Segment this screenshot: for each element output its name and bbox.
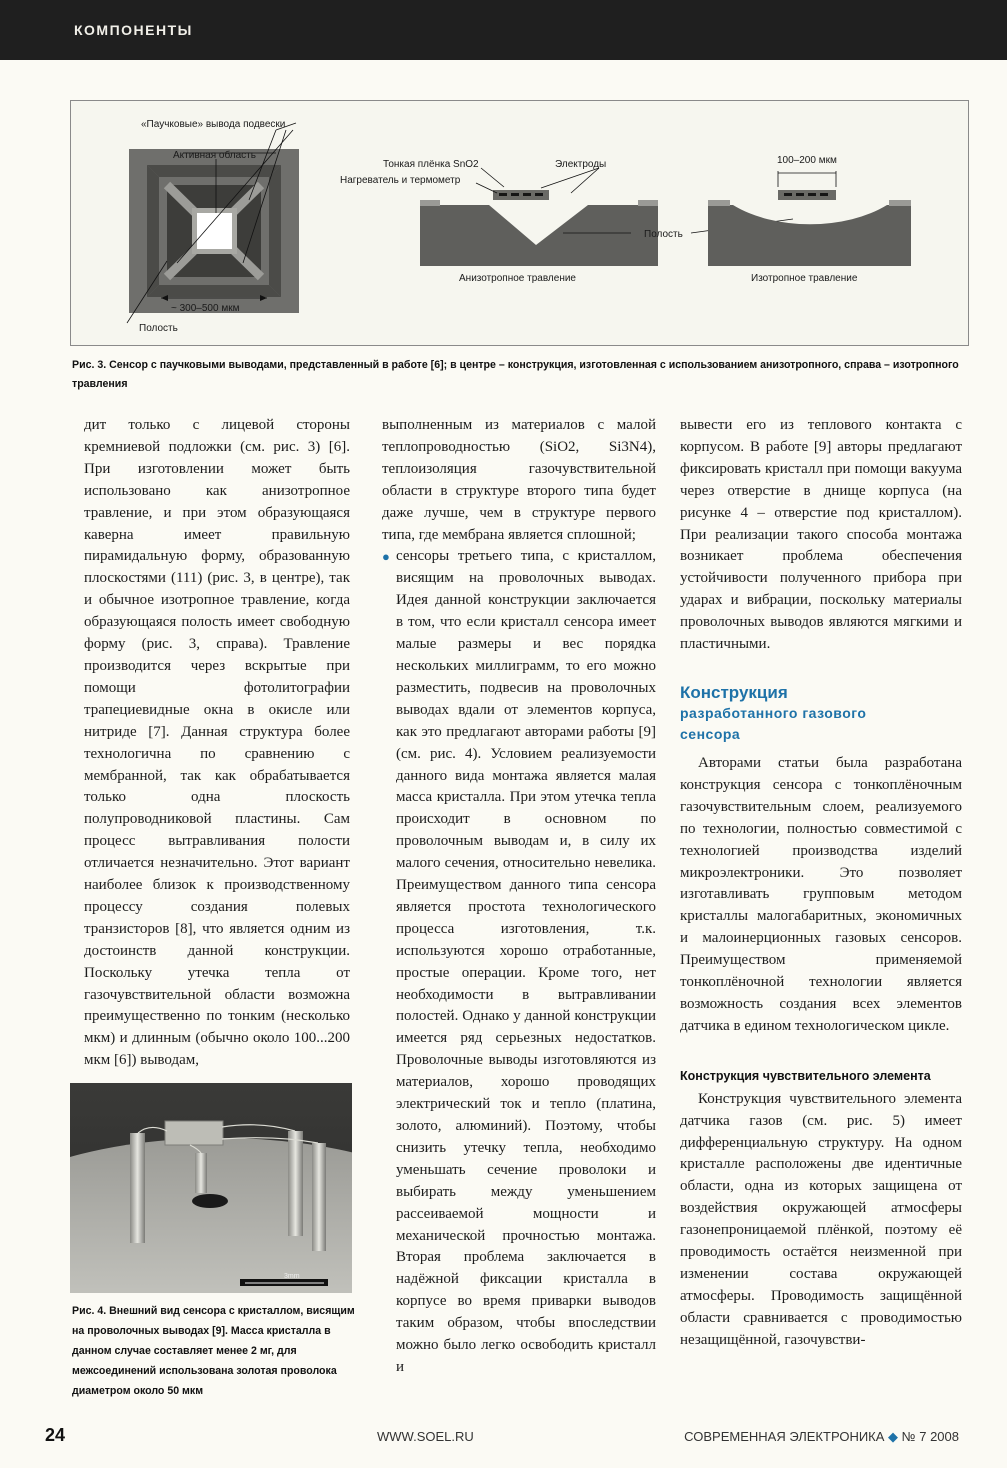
section-heading <box>680 682 962 745</box>
label-thin-film: Тонкая плёнка SnO2 <box>383 159 479 170</box>
column-2 <box>382 415 656 1379</box>
subheading: Конструкция чувствительного элемента <box>680 1068 931 1083</box>
label-spider-leads: «Паучковые» вывода подвески <box>141 119 286 130</box>
scale-label: 3mm <box>284 1273 300 1280</box>
label-isotropic: Изотропное травление <box>751 273 858 284</box>
subsection-text: Конструкция чувствительного элемента датчика газов (см. рис. 5) имеет дифференциальную структуру. На одном кристалле расположены две идентичные области, одна из которых защищена от воздействия окружающей атмосферы газонепроницаемой плёнкой, поэтому её проводимость остаётся неизменной при изменении состава окружающей атмосферы. Проводимость защищённой области сравнивается с проводимостью незащищённой, газочувстви- <box>680 1090 962 1348</box>
label-size: ~ 300–500 мкм <box>171 303 240 314</box>
label-active-area: Активная область <box>173 150 256 161</box>
figure-3 <box>70 100 969 346</box>
sensor-header-disc <box>70 1138 352 1293</box>
pin-3 <box>195 1153 207 1193</box>
figure-3-caption: Рис. 3. Сенсор с паучковыми выводами, представленный в работе [6]; в центре – конструкция, изготовленная с использованием анизотропного, справа – изотропного травления <box>72 359 959 390</box>
anisotropic-substrate <box>420 205 658 266</box>
figure-4-sensor-image <box>70 1083 352 1293</box>
active-area <box>197 213 232 249</box>
diamond-icon: ◆ <box>888 1429 899 1444</box>
vacuum-hole <box>192 1194 228 1208</box>
bullet-item-third-type <box>382 546 656 1378</box>
figure-4-photo <box>70 1083 352 1293</box>
figure-3-diagram <box>71 101 968 345</box>
column-1-text: дит только с лицевой стороны кремниевой подложки (см. рис. 3) [6]. При изготовлении может быть использовано как анизотропное травление, и при этом образующаяся каверна имеет правильную пирамидальную форму, образованную плоскостями (111) (рис. 3, в центре), так и обычное изотропное травление, когда образующаяся полость имеет свободную форму (рис. 3, справа). Травление производится через вскрытые при помощи фотолитографии трапециевидные окна в окисле или нитриде [7]. Данная структура более технологична по сравнению с мембранной, так как обрабатывается только одна плоскость полупроводниковой пластины. Сам процесс вытравливания полости отличается незначительно. Этот вариант наиболее близок к производственному процессу создания полевых транзисторов [8], что является одним из достоинств данной конструкции. Поскольку утечка тепла от газочувствительной области возможна преимущественно по тонким (несколько мкм) и длинным (обычно около 100...200 мкм [6]) выводам, <box>84 417 350 1069</box>
label-size-right: 100–200 мкм <box>777 155 837 166</box>
page-number: 24 <box>45 1425 66 1445</box>
page-footer <box>0 1422 1007 1452</box>
bullet-icon: ● <box>382 549 390 565</box>
pin-1 <box>130 1133 145 1243</box>
column-3 <box>680 415 962 1352</box>
isotropic-substrate <box>708 205 911 266</box>
bullet-text: сенсоры третьего типа, с кристаллом, висящим на проволочных выводах. Идея данной конструкции заключается в том, что если кристалл сенсора имеет малые размеры и вес порядка нескольких миллиграмм, то его можно разместить, подвесив на проволочных выводах вдали от элементов корпуса, как это предлагают авторами работы [9] (см. рис. 4). Условием реализуемости данного вида монтажа является малая масса кристалла. При этом утечка тепла происходит в основном по проволочным выводам и, в силу их малого сечения, относительно невелика. Преимуществом данного типа сенсора является простота технологического процесса изготовления, т.к. используются хорошо отработанные, простые операции. Кроме того, нет необходимости в вытравливании полостей. Однако у данной конструкции имеется ряд серьезных недостатков. Проволочные выводы изготовляются из материалов, хорошо проводящих электрический ток и тепло (платина, золото, алюминий). Поэтому, чтобы снизить утечку тепла, необходимо уменьшать сечение проволоки и выбирать между уменьшением рассеиваемой мощности и механической прочностью монтажа. Вторая проблема заключается в надёжной фиксации кристалла в корпусе во время приварки выводов таким образом, чтобы впоследствии можно было легко освободить кристалл и <box>396 548 656 1375</box>
column-1 <box>84 415 350 1072</box>
label-heater: Нагреватель и термометр <box>340 175 461 186</box>
label-cavity: Полость <box>139 323 178 334</box>
figure-4-caption: Рис. 4. Внешний вид сенсора с кристаллом, висящим на проволочных выводах [9]. Масса кристалла в данном случае составляет менее 2 мг, для межсоединений использована золотая проволока диаметром около 50 мкм <box>72 1305 355 1397</box>
section-heading-line-1: Конструкция <box>680 682 788 702</box>
section-heading-line-2: разработанного газового <box>680 704 867 721</box>
magazine-info <box>684 1429 959 1445</box>
column-3-text: вывести его из теплового контакта с корпусом. В работе [9] авторы предлагают фиксировать кристалл при помощи вакуума через отверстие в днище корпуса (на рисунке 4 – отверстие под кристаллом). При реализации такого способа монтажа возникает проблема обеспечения устойчивости полученного прибора при ударах и вибрации, поскольку материалы проволочных выводов являются мягкими и пластичными. <box>680 417 962 653</box>
section-text: Авторами статьи была разработана конструкция сенсора с тонкоплёночным газочувствительным слоем, реализуемого по технологии, полностью совместимой с технологией производства изделий микроэлектроники. Это позволяет изготавливать групповым методом кристаллы малогабаритных, экономичных и малоинерционных газовых сенсоров. Преимуществом применяемой тонкоплёночной технологии является возможность создания всех элементов датчика в едином технологическом цикле. <box>680 754 962 1034</box>
section-heading-line-3: сенсора <box>680 725 741 742</box>
label-anisotropic: Анизотропное травление <box>459 273 576 284</box>
page-header-bar <box>0 0 1007 60</box>
pin-4 <box>312 1143 326 1251</box>
column-2-text: выполненным из материалов с малой теплопроводностью (SiO2, Si3N4), теплоизоляция газочувствительной области в структуре второго типа будет даже лучше, чем в структуре первого типа, где мембрана является сплошной; <box>382 417 656 543</box>
label-cavity-center: Полость <box>644 229 683 240</box>
magazine-title: СОВРЕМЕННАЯ ЭЛЕКТРОНИКА <box>684 1429 885 1444</box>
pin-2 <box>288 1131 303 1236</box>
section-title: КОМПОНЕНТЫ <box>74 22 193 38</box>
website-link[interactable]: WWW.SOEL.RU <box>377 1429 474 1444</box>
crystal-chip <box>165 1121 223 1145</box>
issue-number: № 7 2008 <box>901 1429 959 1444</box>
label-electrodes: Электроды <box>555 159 607 170</box>
